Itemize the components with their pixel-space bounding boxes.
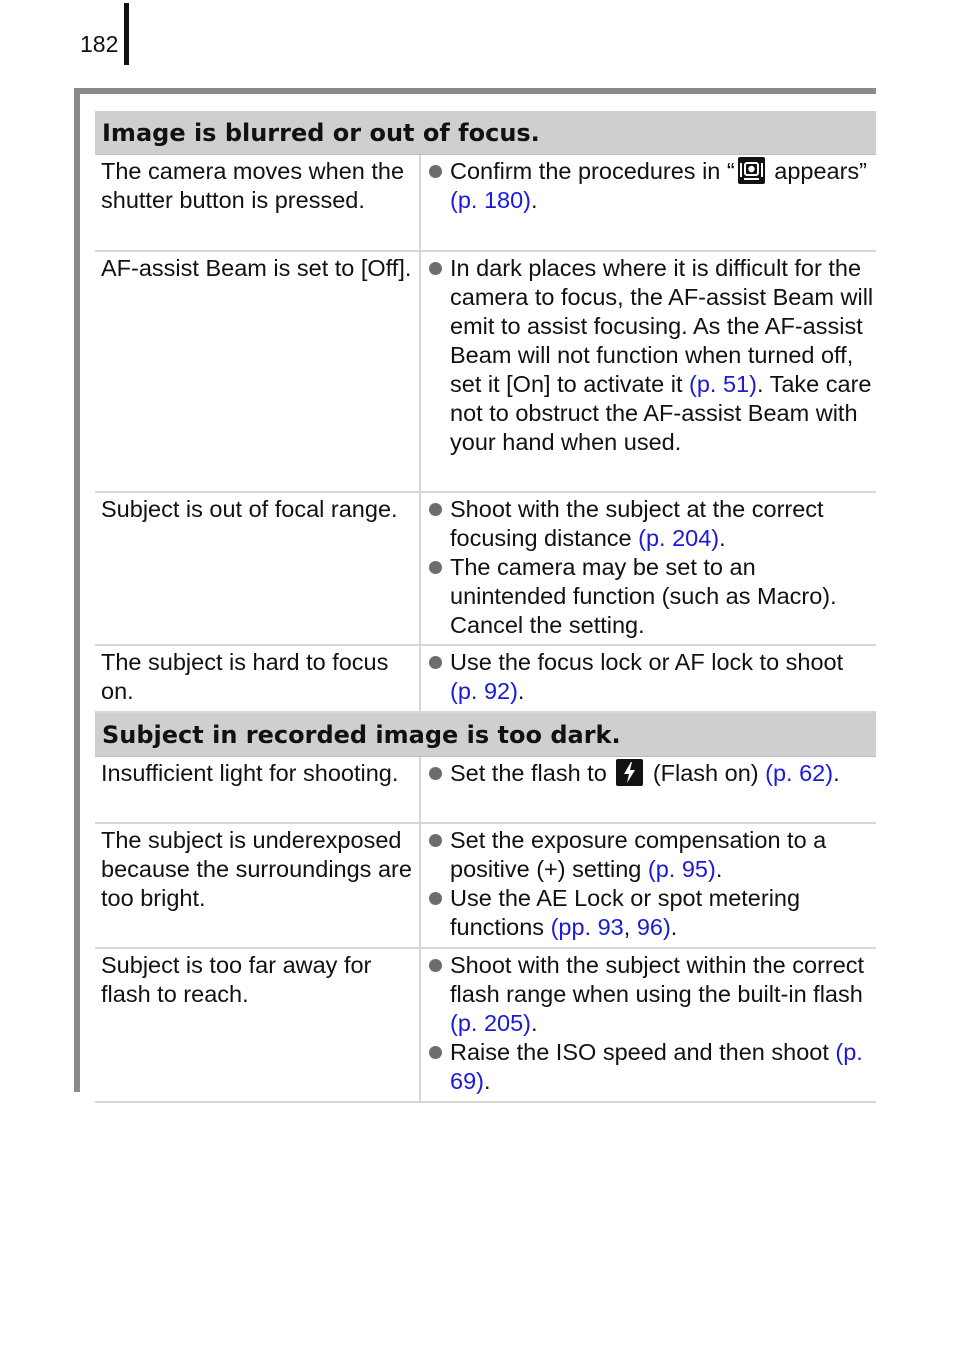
cause-cell: Subject is out of focal range.	[95, 493, 421, 644]
bullet-dot-icon	[429, 767, 442, 780]
table-row	[95, 949, 876, 1103]
table-row	[95, 646, 876, 713]
bullet-text: In dark places where it is difficult for the camera to focus, the AF-assist Beam will emit to assist focusing. As the AF-assist Beam will not function when turned off, set it [On] to activate it (p. 51). Take care not to obstruct the AF-assist Beam with your hand when used.	[450, 255, 874, 455]
bullet-text: Confirm the procedures in “ appears” (p. 180).	[450, 158, 868, 213]
table-row	[95, 824, 876, 949]
solution-bullet	[429, 648, 876, 706]
page-link[interactable]: (p. 95)	[647, 856, 716, 882]
bullet-text: Shoot with the subject at the correct focusing distance (p. 204).	[450, 496, 824, 551]
solution-cell	[421, 252, 876, 491]
frame-top-rule	[74, 88, 876, 94]
cause-cell: The camera moves when the shutter button is pressed.	[95, 155, 421, 250]
solution-cell	[421, 757, 876, 822]
bullet-text: Set the flash to (Flash on) (p. 62).	[450, 760, 840, 786]
page-number: 182	[80, 31, 119, 57]
page-number-bar	[124, 3, 129, 65]
solution-bullet	[429, 759, 876, 788]
solution-bullet	[429, 884, 876, 942]
solution-cell	[421, 155, 876, 250]
table-row	[95, 493, 876, 646]
solution-bullet	[429, 553, 876, 640]
camera-shake-icon	[738, 157, 765, 184]
solution-bullet	[429, 826, 876, 884]
cause-cell: Insufficient light for shooting.	[95, 757, 421, 822]
page-link[interactable]: (p. 180)	[450, 187, 531, 213]
bullet-dot-icon	[429, 959, 442, 972]
page-link[interactable]: (p. 51)	[689, 371, 757, 397]
bullet-text: Raise the ISO speed and then shoot (p. 69).	[450, 1039, 863, 1094]
cause-cell: The subject is hard to focus on.	[95, 646, 421, 711]
page-link[interactable]: (p. 92)	[450, 678, 518, 704]
solution-cell	[421, 824, 876, 947]
bullet-text: The camera may be set to an unintended function (such as Macro). Cancel the setting.	[450, 554, 837, 638]
solution-bullet	[429, 951, 876, 1038]
table-row	[95, 155, 876, 252]
page-link[interactable]: 96)	[636, 914, 671, 940]
frame-left-rule	[74, 88, 80, 1092]
bullet-text: Shoot with the subject within the correct flash range when using the built-in flash (p. 205).	[450, 952, 865, 1036]
page-link[interactable]: (p. 62)	[765, 760, 834, 786]
solution-bullet	[429, 254, 876, 457]
section-header-too-dark: Subject in recorded image is too dark.	[95, 713, 876, 757]
bullet-text: Use the AE Lock or spot metering functions (pp. 93, 96).	[450, 885, 801, 940]
flash-on-icon	[616, 759, 643, 786]
cause-cell: AF-assist Beam is set to [Off].	[95, 252, 421, 491]
bullet-dot-icon	[429, 165, 442, 178]
cause-cell: The subject is underexposed because the surroundings are too bright.	[95, 824, 421, 947]
bullet-dot-icon	[429, 503, 442, 516]
section-header-blurred: Image is blurred or out of focus.	[95, 111, 876, 155]
page-link[interactable]: (pp. 93	[550, 914, 624, 940]
bullet-text: Use the focus lock or AF lock to shoot (p. 92).	[450, 649, 844, 704]
bullet-dot-icon	[429, 262, 442, 275]
bullet-text: Set the exposure compensation to a positive (+) setting (p. 95).	[450, 827, 827, 882]
table-row	[95, 757, 876, 824]
page-link[interactable]: (p. 204)	[638, 525, 720, 551]
solution-cell	[421, 646, 876, 711]
page-link[interactable]: (p. 69)	[450, 1039, 863, 1094]
bullet-dot-icon	[429, 1046, 442, 1059]
troubleshooting-table	[95, 111, 876, 1103]
bullet-dot-icon	[429, 561, 442, 574]
solution-cell	[421, 493, 876, 644]
page-link[interactable]: (p. 205)	[450, 1010, 531, 1036]
table-row	[95, 252, 876, 493]
solution-bullet	[429, 1038, 876, 1096]
solution-bullet	[429, 157, 876, 215]
bullet-dot-icon	[429, 892, 442, 905]
solution-bullet	[429, 495, 876, 553]
bullet-dot-icon	[429, 834, 442, 847]
bullet-dot-icon	[429, 656, 442, 669]
cause-cell: Subject is too far away for flash to reach.	[95, 949, 421, 1101]
solution-cell	[421, 949, 876, 1101]
